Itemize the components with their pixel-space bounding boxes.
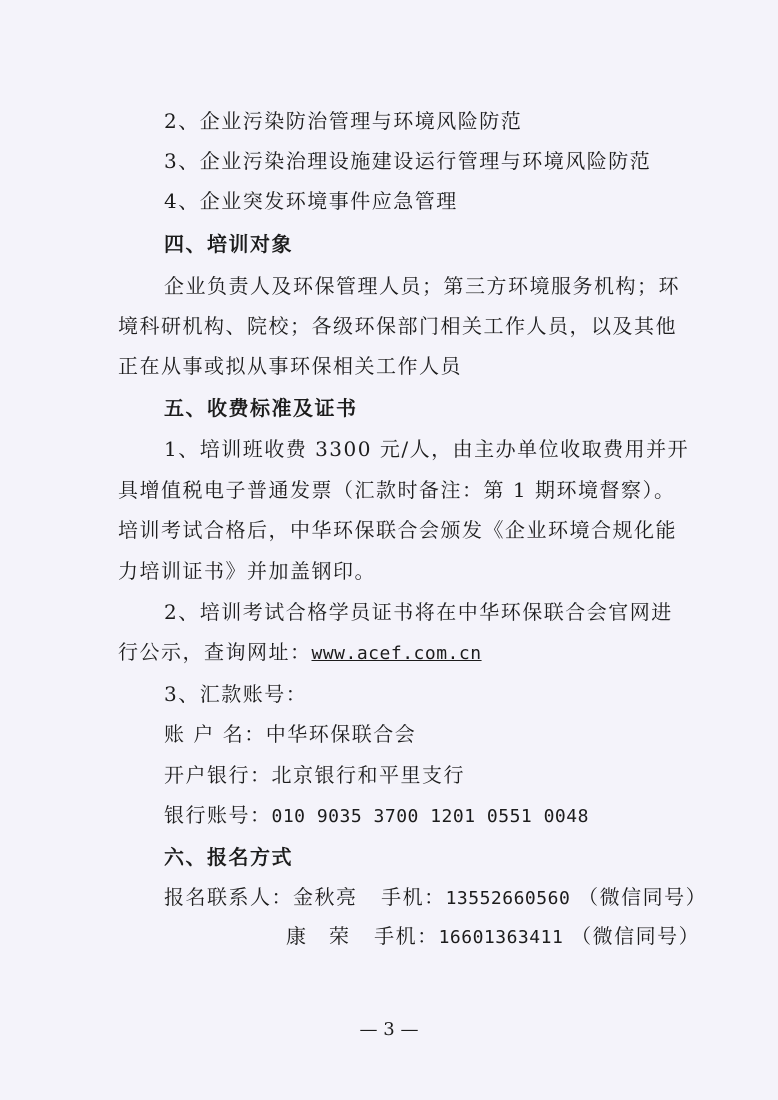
paragraph-line: 3、汇款账号： <box>164 682 308 706</box>
bank-label: 开户银行： <box>164 763 272 787</box>
paragraph-line: 企业负责人及环保管理人员；第三方环境服务机构；环 <box>164 274 680 298</box>
wechat-note: （微信同号） <box>578 885 708 909</box>
contact-row <box>164 882 708 914</box>
section-heading: 六、报名方式 <box>164 845 293 869</box>
list-item: 3、企业污染治理设施建设运行管理与环境风险防范 <box>164 149 652 173</box>
account-number-row <box>164 800 666 832</box>
account-number-value: 010 9035 3700 1201 0551 0048 <box>271 806 589 827</box>
account-name-label: 账 户 名： <box>164 722 266 746</box>
query-url-link[interactable]: www.acef.com.cn <box>311 643 482 664</box>
phone-number: 13552660560 <box>445 888 571 909</box>
url-prefix: 行公示，查询网址： <box>118 640 312 664</box>
section-heading: 四、培训对象 <box>164 232 293 256</box>
paragraph-line <box>118 637 666 669</box>
paragraph-line: 2、培训考试合格学员证书将在中华环保联合会官网进 <box>164 600 673 624</box>
list-item: 4、企业突发环境事件应急管理 <box>164 189 458 213</box>
paragraph-line: 1、培训班收费 3300 元/人，由主办单位收取费用并开 <box>164 437 690 461</box>
paragraph-line: 培训考试合格后，中华环保联合会颁发《企业环境合规化能 <box>118 518 677 542</box>
contact-label: 报名联系人： <box>164 885 293 909</box>
section-heading: 五、收费标准及证书 <box>164 396 358 420</box>
paragraph-line: 力培训证书》并加盖钢印。 <box>118 559 376 583</box>
paragraph-line: 境科研机构、院校；各级环保部门相关工作人员，以及其他 <box>118 314 677 338</box>
contact-name: 金秋亮 <box>293 885 358 909</box>
bank-row <box>164 760 666 790</box>
phone-label: 手机： <box>381 885 446 909</box>
account-name-value: 中华环保联合会 <box>265 722 417 746</box>
bank-value: 北京银行和平里支行 <box>271 763 465 787</box>
phone-label: 手机： <box>374 924 439 948</box>
wechat-note: （微信同号） <box>571 924 701 948</box>
account-number-label: 银行账号： <box>164 803 272 827</box>
list-item: 2、企业污染防治管理与环境风险防范 <box>164 109 523 133</box>
contact-name: 康 荣 <box>286 924 351 948</box>
paragraph-line: 正在从事或拟从事环保相关工作人员 <box>118 354 462 378</box>
account-name-row <box>164 719 666 749</box>
contact-row <box>286 921 701 953</box>
phone-number: 16601363411 <box>438 927 564 948</box>
paragraph-line: 具增值税电子普通发票（汇款时备注：第 1 期环境督察）。 <box>118 478 676 502</box>
page-number: — 3 — <box>359 1019 419 1040</box>
